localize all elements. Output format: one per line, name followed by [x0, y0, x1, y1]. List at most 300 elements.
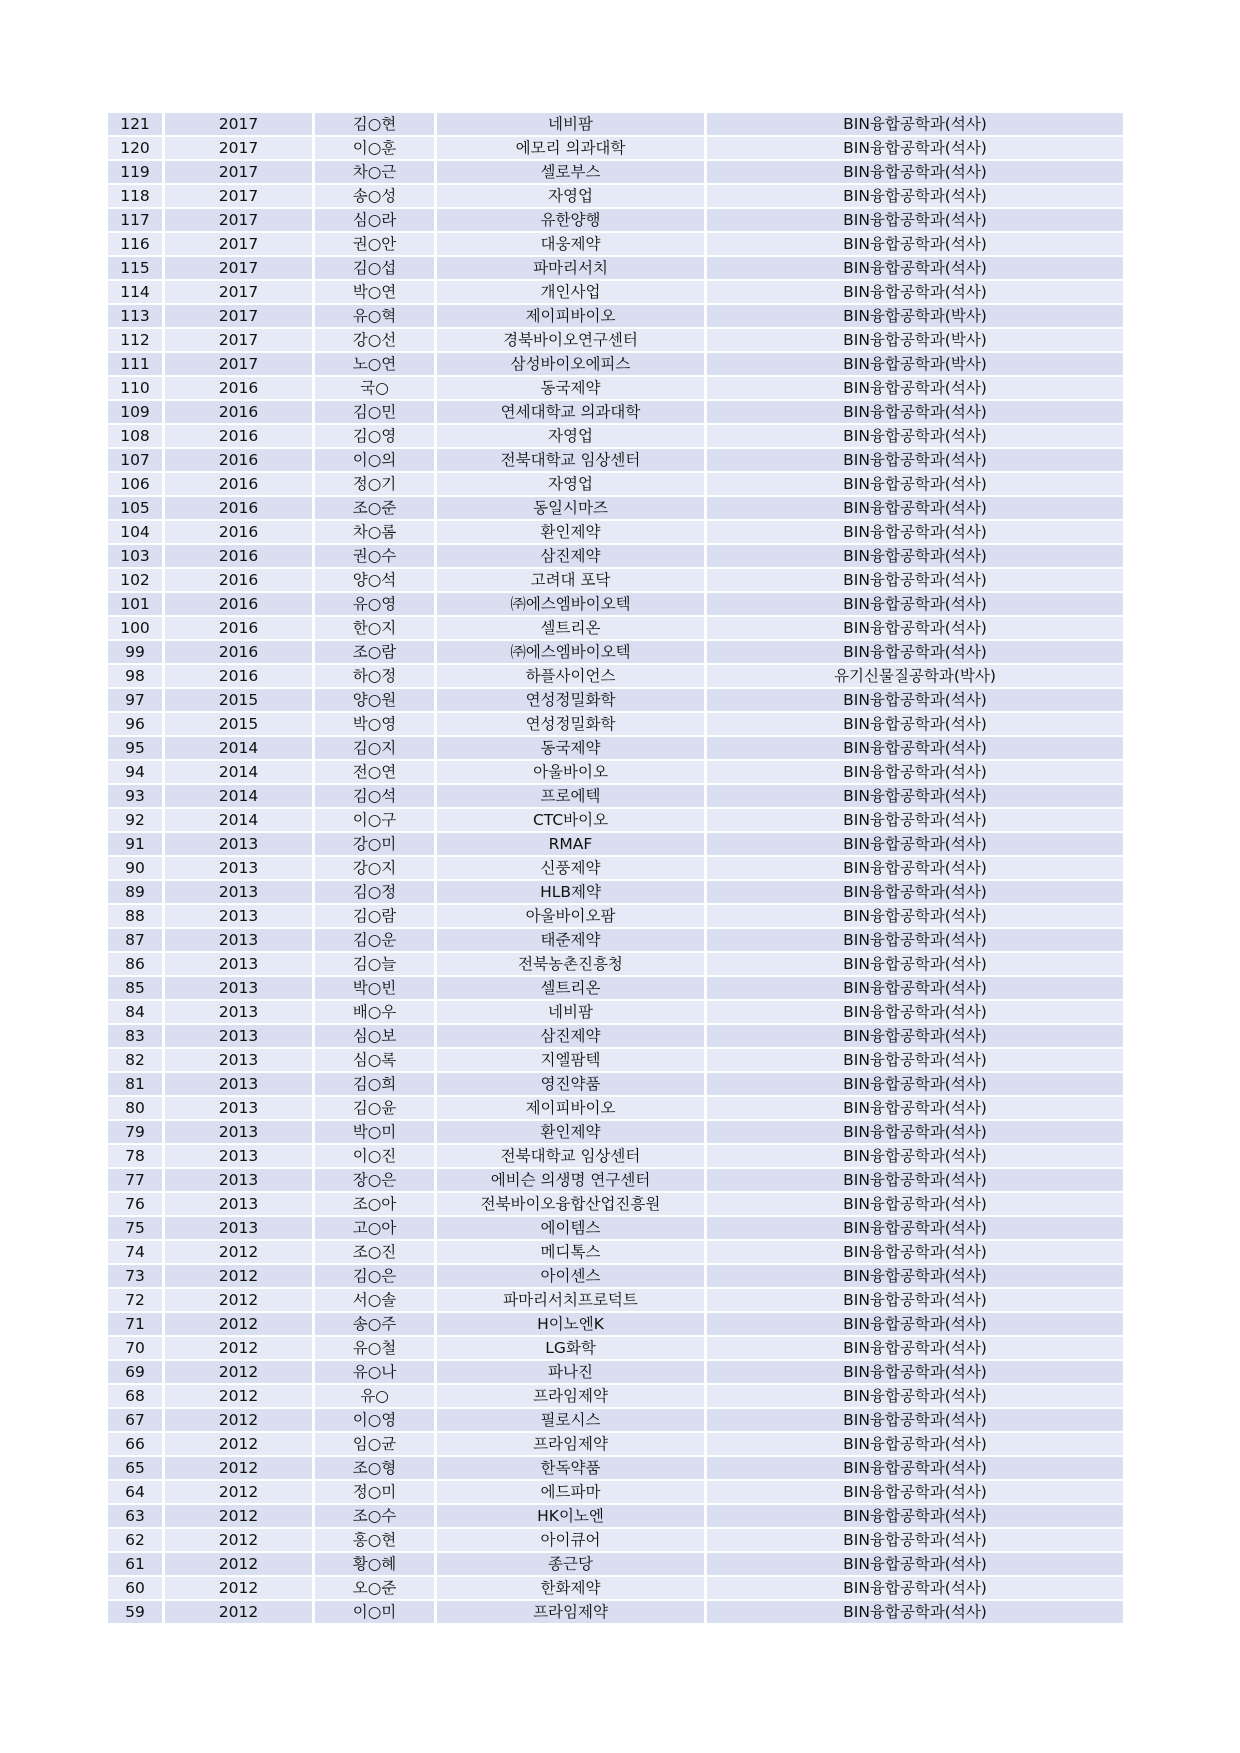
table-row — [108, 1313, 1123, 1337]
row-number-cell: 100 — [108, 617, 165, 641]
name-cell: 배○우 — [315, 1001, 437, 1025]
name-cell: 강○미 — [315, 833, 437, 857]
organization-cell: 셀로부스 — [437, 161, 707, 185]
row-number-cell: 104 — [108, 521, 165, 545]
row-number-cell: 67 — [108, 1409, 165, 1433]
table-row — [108, 329, 1123, 353]
department-cell: BIN융합공학과(석사) — [707, 689, 1123, 713]
organization-cell: 자영업 — [437, 185, 707, 209]
row-number-cell: 69 — [108, 1361, 165, 1385]
department-cell: BIN융합공학과(석사) — [707, 1361, 1123, 1385]
row-number-cell: 85 — [108, 977, 165, 1001]
year-cell: 2017 — [165, 185, 315, 209]
row-number-cell: 119 — [108, 161, 165, 185]
department-cell: 유기신물질공학과(박사) — [707, 665, 1123, 689]
name-cell: 강○선 — [315, 329, 437, 353]
table-row — [108, 1289, 1123, 1313]
name-cell: 심○라 — [315, 209, 437, 233]
name-cell: 김○람 — [315, 905, 437, 929]
department-cell: BIN융합공학과(석사) — [707, 1001, 1123, 1025]
row-number-cell: 59 — [108, 1601, 165, 1625]
row-number-cell: 91 — [108, 833, 165, 857]
year-cell: 2013 — [165, 1121, 315, 1145]
year-cell: 2016 — [165, 497, 315, 521]
year-cell: 2014 — [165, 785, 315, 809]
organization-cell: 전북바이오융합산업진흥원 — [437, 1193, 707, 1217]
organization-cell: 삼성바이오에피스 — [437, 353, 707, 377]
table-row — [108, 425, 1123, 449]
name-cell: 김○석 — [315, 785, 437, 809]
name-cell: 서○솔 — [315, 1289, 437, 1313]
row-number-cell: 87 — [108, 929, 165, 953]
organization-cell: LG화학 — [437, 1337, 707, 1361]
row-number-cell: 96 — [108, 713, 165, 737]
department-cell: BIN융합공학과(석사) — [707, 497, 1123, 521]
name-cell: 이○진 — [315, 1145, 437, 1169]
year-cell: 2014 — [165, 761, 315, 785]
department-cell: BIN융합공학과(석사) — [707, 233, 1123, 257]
department-cell: BIN융합공학과(석사) — [707, 1313, 1123, 1337]
name-cell: 조○람 — [315, 641, 437, 665]
row-number-cell: 84 — [108, 1001, 165, 1025]
year-cell: 2017 — [165, 257, 315, 281]
year-cell: 2017 — [165, 113, 315, 137]
year-cell: 2012 — [165, 1265, 315, 1289]
organization-cell: 환인제약 — [437, 1121, 707, 1145]
name-cell: 노○연 — [315, 353, 437, 377]
department-cell: BIN융합공학과(석사) — [707, 449, 1123, 473]
department-cell: BIN융합공학과(석사) — [707, 977, 1123, 1001]
department-cell: BIN융합공학과(석사) — [707, 1121, 1123, 1145]
row-number-cell: 113 — [108, 305, 165, 329]
organization-cell: 프라임제약 — [437, 1385, 707, 1409]
organization-cell: 동일시마즈 — [437, 497, 707, 521]
table-row — [108, 161, 1123, 185]
year-cell: 2013 — [165, 1193, 315, 1217]
year-cell: 2012 — [165, 1529, 315, 1553]
row-number-cell: 98 — [108, 665, 165, 689]
row-number-cell: 120 — [108, 137, 165, 161]
row-number-cell: 70 — [108, 1337, 165, 1361]
table-row — [108, 641, 1123, 665]
table-row — [108, 449, 1123, 473]
department-cell: BIN융합공학과(석사) — [707, 953, 1123, 977]
table-row — [108, 1145, 1123, 1169]
year-cell: 2013 — [165, 929, 315, 953]
table-row — [108, 257, 1123, 281]
row-number-cell: 83 — [108, 1025, 165, 1049]
department-cell: BIN융합공학과(석사) — [707, 521, 1123, 545]
department-cell: BIN융합공학과(석사) — [707, 713, 1123, 737]
row-number-cell: 118 — [108, 185, 165, 209]
table-row — [108, 1025, 1123, 1049]
name-cell: 송○주 — [315, 1313, 437, 1337]
row-number-cell: 72 — [108, 1289, 165, 1313]
organization-cell: 경북바이오연구센터 — [437, 329, 707, 353]
organization-cell: 연세대학교 의과대학 — [437, 401, 707, 425]
row-number-cell: 75 — [108, 1217, 165, 1241]
row-number-cell: 89 — [108, 881, 165, 905]
row-number-cell: 108 — [108, 425, 165, 449]
year-cell: 2015 — [165, 713, 315, 737]
row-number-cell: 97 — [108, 689, 165, 713]
year-cell: 2017 — [165, 209, 315, 233]
row-number-cell: 114 — [108, 281, 165, 305]
organization-cell: 환인제약 — [437, 521, 707, 545]
row-number-cell: 112 — [108, 329, 165, 353]
row-number-cell: 60 — [108, 1577, 165, 1601]
row-number-cell: 107 — [108, 449, 165, 473]
name-cell: 김○민 — [315, 401, 437, 425]
row-number-cell: 90 — [108, 857, 165, 881]
table-row — [108, 1361, 1123, 1385]
row-number-cell: 73 — [108, 1265, 165, 1289]
row-number-cell: 105 — [108, 497, 165, 521]
table-row — [108, 185, 1123, 209]
name-cell: 국○ — [315, 377, 437, 401]
table-row — [108, 1601, 1123, 1625]
department-cell: BIN융합공학과(박사) — [707, 329, 1123, 353]
table-row — [108, 1505, 1123, 1529]
table-row — [108, 233, 1123, 257]
department-cell: BIN융합공학과(석사) — [707, 425, 1123, 449]
name-cell: 유○철 — [315, 1337, 437, 1361]
organization-cell: 영진약품 — [437, 1073, 707, 1097]
row-number-cell: 115 — [108, 257, 165, 281]
row-number-cell: 82 — [108, 1049, 165, 1073]
table-row — [108, 1049, 1123, 1073]
organization-cell: 에이템스 — [437, 1217, 707, 1241]
department-cell: BIN융합공학과(석사) — [707, 545, 1123, 569]
table-row — [108, 665, 1123, 689]
organization-cell: 파나진 — [437, 1361, 707, 1385]
department-cell: BIN융합공학과(석사) — [707, 761, 1123, 785]
department-cell: BIN융합공학과(석사) — [707, 401, 1123, 425]
year-cell: 2017 — [165, 281, 315, 305]
organization-cell: 종근당 — [437, 1553, 707, 1577]
name-cell: 오○준 — [315, 1577, 437, 1601]
year-cell: 2017 — [165, 305, 315, 329]
organization-cell: 네비팜 — [437, 1001, 707, 1025]
name-cell: 이○구 — [315, 809, 437, 833]
organization-cell: 파마리서치 — [437, 257, 707, 281]
year-cell: 2013 — [165, 1073, 315, 1097]
year-cell: 2015 — [165, 689, 315, 713]
department-cell: BIN융합공학과(석사) — [707, 1409, 1123, 1433]
table-row — [108, 377, 1123, 401]
department-cell: BIN융합공학과(석사) — [707, 857, 1123, 881]
year-cell: 2013 — [165, 977, 315, 1001]
organization-cell: 프라임제약 — [437, 1601, 707, 1625]
table-row — [108, 905, 1123, 929]
table-row — [108, 569, 1123, 593]
row-number-cell: 94 — [108, 761, 165, 785]
department-cell: BIN융합공학과(석사) — [707, 1025, 1123, 1049]
table-row — [108, 1169, 1123, 1193]
row-number-cell: 80 — [108, 1097, 165, 1121]
row-number-cell: 62 — [108, 1529, 165, 1553]
organization-cell: 에모리 의과대학 — [437, 137, 707, 161]
year-cell: 2017 — [165, 353, 315, 377]
name-cell: 이○훈 — [315, 137, 437, 161]
table-row — [108, 113, 1123, 137]
department-cell: BIN융합공학과(석사) — [707, 1217, 1123, 1241]
year-cell: 2016 — [165, 641, 315, 665]
organization-cell: 프라임제약 — [437, 1433, 707, 1457]
row-number-cell: 79 — [108, 1121, 165, 1145]
department-cell: BIN융합공학과(석사) — [707, 905, 1123, 929]
name-cell: 양○석 — [315, 569, 437, 593]
name-cell: 차○롬 — [315, 521, 437, 545]
year-cell: 2012 — [165, 1337, 315, 1361]
name-cell: 박○연 — [315, 281, 437, 305]
year-cell: 2016 — [165, 473, 315, 497]
organization-cell: HLB제약 — [437, 881, 707, 905]
organization-cell: 대웅제약 — [437, 233, 707, 257]
table-row — [108, 1529, 1123, 1553]
name-cell: 권○수 — [315, 545, 437, 569]
department-cell: BIN융합공학과(석사) — [707, 1385, 1123, 1409]
table-row — [108, 713, 1123, 737]
table-row — [108, 689, 1123, 713]
row-number-cell: 78 — [108, 1145, 165, 1169]
department-cell: BIN융합공학과(석사) — [707, 1529, 1123, 1553]
department-cell: BIN융합공학과(석사) — [707, 1145, 1123, 1169]
alumni-table-body — [108, 113, 1123, 1625]
year-cell: 2016 — [165, 377, 315, 401]
table-row — [108, 353, 1123, 377]
name-cell: 황○혜 — [315, 1553, 437, 1577]
name-cell: 하○정 — [315, 665, 437, 689]
organization-cell: 파마리서치프로덕트 — [437, 1289, 707, 1313]
organization-cell: 제이피바이오 — [437, 1097, 707, 1121]
department-cell: BIN융합공학과(석사) — [707, 1193, 1123, 1217]
name-cell: 송○성 — [315, 185, 437, 209]
year-cell: 2016 — [165, 545, 315, 569]
name-cell: 조○진 — [315, 1241, 437, 1265]
year-cell: 2013 — [165, 1049, 315, 1073]
row-number-cell: 106 — [108, 473, 165, 497]
row-number-cell: 74 — [108, 1241, 165, 1265]
table-row — [108, 1241, 1123, 1265]
table-row — [108, 1097, 1123, 1121]
name-cell: 김○희 — [315, 1073, 437, 1097]
organization-cell: 한화제약 — [437, 1577, 707, 1601]
year-cell: 2012 — [165, 1385, 315, 1409]
table-row — [108, 833, 1123, 857]
year-cell: 2012 — [165, 1457, 315, 1481]
year-cell: 2016 — [165, 521, 315, 545]
row-number-cell: 68 — [108, 1385, 165, 1409]
department-cell: BIN융합공학과(석사) — [707, 1577, 1123, 1601]
row-number-cell: 110 — [108, 377, 165, 401]
department-cell: BIN융합공학과(석사) — [707, 257, 1123, 281]
organization-cell: HK이노엔 — [437, 1505, 707, 1529]
name-cell: 정○미 — [315, 1481, 437, 1505]
name-cell: 김○윤 — [315, 1097, 437, 1121]
row-number-cell: 86 — [108, 953, 165, 977]
name-cell: 박○미 — [315, 1121, 437, 1145]
name-cell: 고○아 — [315, 1217, 437, 1241]
department-cell: BIN융합공학과(석사) — [707, 1433, 1123, 1457]
name-cell: 이○의 — [315, 449, 437, 473]
department-cell: BIN융합공학과(석사) — [707, 617, 1123, 641]
row-number-cell: 81 — [108, 1073, 165, 1097]
year-cell: 2013 — [165, 1217, 315, 1241]
table-row — [108, 1457, 1123, 1481]
organization-cell: 전북대학교 임상센터 — [437, 449, 707, 473]
department-cell: BIN융합공학과(석사) — [707, 1481, 1123, 1505]
year-cell: 2013 — [165, 905, 315, 929]
name-cell: 조○수 — [315, 1505, 437, 1529]
table-row — [108, 545, 1123, 569]
year-cell: 2012 — [165, 1505, 315, 1529]
department-cell: BIN융합공학과(석사) — [707, 785, 1123, 809]
table-row — [108, 473, 1123, 497]
row-number-cell: 117 — [108, 209, 165, 233]
department-cell: BIN융합공학과(석사) — [707, 1289, 1123, 1313]
department-cell: BIN융합공학과(석사) — [707, 1049, 1123, 1073]
department-cell: BIN융합공학과(석사) — [707, 881, 1123, 905]
year-cell: 2017 — [165, 233, 315, 257]
table-row — [108, 1553, 1123, 1577]
organization-cell: 삼진제약 — [437, 545, 707, 569]
department-cell: BIN융합공학과(석사) — [707, 1457, 1123, 1481]
table-row — [108, 761, 1123, 785]
table-row — [108, 809, 1123, 833]
row-number-cell: 102 — [108, 569, 165, 593]
year-cell: 2017 — [165, 137, 315, 161]
table-row — [108, 737, 1123, 761]
year-cell: 2012 — [165, 1241, 315, 1265]
row-number-cell: 64 — [108, 1481, 165, 1505]
name-cell: 홍○현 — [315, 1529, 437, 1553]
organization-cell: 동국제약 — [437, 737, 707, 761]
table-row — [108, 1337, 1123, 1361]
table-row — [108, 881, 1123, 905]
year-cell: 2016 — [165, 593, 315, 617]
table-row — [108, 1217, 1123, 1241]
organization-cell: H이노엔K — [437, 1313, 707, 1337]
organization-cell: 자영업 — [437, 425, 707, 449]
department-cell: BIN융합공학과(석사) — [707, 161, 1123, 185]
name-cell: 차○근 — [315, 161, 437, 185]
alumni-table — [108, 113, 1123, 1625]
organization-cell: 네비팜 — [437, 113, 707, 137]
year-cell: 2016 — [165, 617, 315, 641]
organization-cell: 지엘팜텍 — [437, 1049, 707, 1073]
department-cell: BIN융합공학과(석사) — [707, 809, 1123, 833]
department-cell: BIN융합공학과(석사) — [707, 281, 1123, 305]
name-cell: 김○늘 — [315, 953, 437, 977]
row-number-cell: 65 — [108, 1457, 165, 1481]
year-cell: 2016 — [165, 665, 315, 689]
table-row — [108, 1433, 1123, 1457]
name-cell: 임○균 — [315, 1433, 437, 1457]
department-cell: BIN융합공학과(석사) — [707, 1073, 1123, 1097]
row-number-cell: 77 — [108, 1169, 165, 1193]
department-cell: BIN융합공학과(석사) — [707, 569, 1123, 593]
year-cell: 2014 — [165, 737, 315, 761]
name-cell: 유○혁 — [315, 305, 437, 329]
year-cell: 2012 — [165, 1361, 315, 1385]
table-row — [108, 977, 1123, 1001]
organization-cell: 자영업 — [437, 473, 707, 497]
name-cell: 김○현 — [315, 113, 437, 137]
name-cell: 조○준 — [315, 497, 437, 521]
organization-cell: 메디톡스 — [437, 1241, 707, 1265]
row-number-cell: 121 — [108, 113, 165, 137]
name-cell: 장○은 — [315, 1169, 437, 1193]
year-cell: 2012 — [165, 1553, 315, 1577]
organization-cell: 아울바이오팜 — [437, 905, 707, 929]
name-cell: 김○영 — [315, 425, 437, 449]
year-cell: 2013 — [165, 1145, 315, 1169]
table-row — [108, 209, 1123, 233]
table-row — [108, 1409, 1123, 1433]
organization-cell: 개인사업 — [437, 281, 707, 305]
year-cell: 2014 — [165, 809, 315, 833]
department-cell: BIN융합공학과(석사) — [707, 137, 1123, 161]
table-row — [108, 1577, 1123, 1601]
organization-cell: 태준제약 — [437, 929, 707, 953]
department-cell: BIN융합공학과(석사) — [707, 641, 1123, 665]
organization-cell: 프로에텍 — [437, 785, 707, 809]
organization-cell: 셀트리온 — [437, 977, 707, 1001]
table-row — [108, 521, 1123, 545]
organization-cell: 전북농촌진흥청 — [437, 953, 707, 977]
department-cell: BIN융합공학과(석사) — [707, 1097, 1123, 1121]
name-cell: 김○지 — [315, 737, 437, 761]
name-cell: 유○영 — [315, 593, 437, 617]
table-row — [108, 1121, 1123, 1145]
organization-cell: ㈜에스엠바이오텍 — [437, 641, 707, 665]
name-cell: 강○지 — [315, 857, 437, 881]
name-cell: 이○영 — [315, 1409, 437, 1433]
organization-cell: 전북대학교 임상센터 — [437, 1145, 707, 1169]
department-cell: BIN융합공학과(석사) — [707, 377, 1123, 401]
table-row — [108, 617, 1123, 641]
year-cell: 2013 — [165, 881, 315, 905]
row-number-cell: 111 — [108, 353, 165, 377]
table-row — [108, 785, 1123, 809]
name-cell: 정○기 — [315, 473, 437, 497]
organization-cell: 필로시스 — [437, 1409, 707, 1433]
table-row — [108, 929, 1123, 953]
table-row — [108, 953, 1123, 977]
row-number-cell: 109 — [108, 401, 165, 425]
organization-cell: 아이큐어 — [437, 1529, 707, 1553]
name-cell: 권○안 — [315, 233, 437, 257]
organization-cell: 동국제약 — [437, 377, 707, 401]
organization-cell: RMAF — [437, 833, 707, 857]
year-cell: 2012 — [165, 1601, 315, 1625]
year-cell: 2016 — [165, 569, 315, 593]
department-cell: BIN융합공학과(석사) — [707, 473, 1123, 497]
name-cell: 심○록 — [315, 1049, 437, 1073]
name-cell: 전○연 — [315, 761, 437, 785]
department-cell: BIN융합공학과(석사) — [707, 929, 1123, 953]
organization-cell: 하플사이언스 — [437, 665, 707, 689]
department-cell: BIN융합공학과(석사) — [707, 1505, 1123, 1529]
department-cell: BIN융합공학과(석사) — [707, 737, 1123, 761]
name-cell: 유○나 — [315, 1361, 437, 1385]
table-row — [108, 1073, 1123, 1097]
name-cell: 김○은 — [315, 1265, 437, 1289]
table-row — [108, 1265, 1123, 1289]
row-number-cell: 103 — [108, 545, 165, 569]
organization-cell: 아이센스 — [437, 1265, 707, 1289]
